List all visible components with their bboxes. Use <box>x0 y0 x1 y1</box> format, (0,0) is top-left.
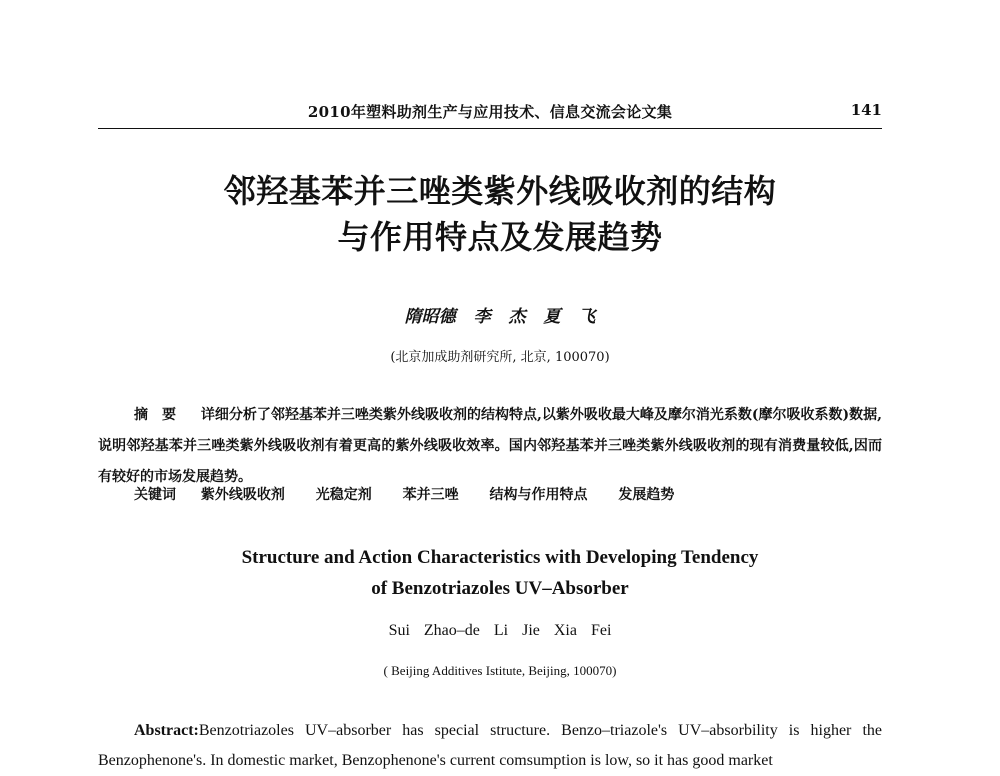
header-title: 2010年塑料助剂生产与应用技术、信息交流会论文集 <box>307 103 673 121</box>
keyword-item: 苯并三唑 <box>402 487 459 503</box>
abstract-zh-label: 摘要 <box>134 407 191 423</box>
affiliation-en: ( Beijing Additives Istitute, Beijing, 100070) <box>383 663 617 678</box>
running-header <box>98 101 882 125</box>
authors-zh: 隋昭德 李 杰 夏 飞 <box>404 307 596 327</box>
keyword-item: 结构与作用特点 <box>489 487 588 503</box>
title-en-line-1: Structure and Action Characteristics with Developing Tendency <box>241 547 759 568</box>
abstract-en-text: Benzotriazoles UV–absorber has special structure. Benzo–triazole's UV–absorbility is higher the Benzophenone's. In domestic market, Benzophenone's current comsumption is low, so it has good market <box>98 722 882 769</box>
page-number: 141 <box>850 101 882 119</box>
title-en-line-2: of Benzotriazoles UV–Absorber <box>371 578 629 599</box>
abstract-en <box>98 716 882 776</box>
keywords-zh-label: 关键词 <box>134 487 176 503</box>
keyword-item: 发展趋势 <box>618 487 675 503</box>
abstract-zh-text: 详细分析了邻羟基苯并三唑类紫外线吸收剂的结构特点,以紫外吸收最大峰及摩尔消光系数(摩尔吸收系数)数据,说明邻羟基苯并三唑类紫外线吸收剂有着更高的紫外线吸收效率。国内邻羟基苯并三唑类紫外线吸收剂的现有消费量较低,因而有较好的市场发展趋势。 <box>98 407 883 485</box>
abstract-en-label: Abstract: <box>134 722 199 739</box>
keyword-item: 光稳定剂 <box>315 487 372 503</box>
abstract-zh <box>98 400 882 493</box>
title-zh-line-1: 邻羟基苯并三唑类紫外线吸收剂的结构 <box>223 172 777 210</box>
keyword-item: 紫外线吸收剂 <box>200 487 285 503</box>
authors-en: Sui Zhao–de Li Jie Xia Fei <box>388 622 612 639</box>
title-zh-line-2: 与作用特点及发展趋势 <box>337 218 663 256</box>
keywords-zh <box>134 484 894 504</box>
affiliation-zh: (北京加成助剂研究所, 北京, 100070) <box>390 350 610 365</box>
header-rule <box>98 128 882 129</box>
